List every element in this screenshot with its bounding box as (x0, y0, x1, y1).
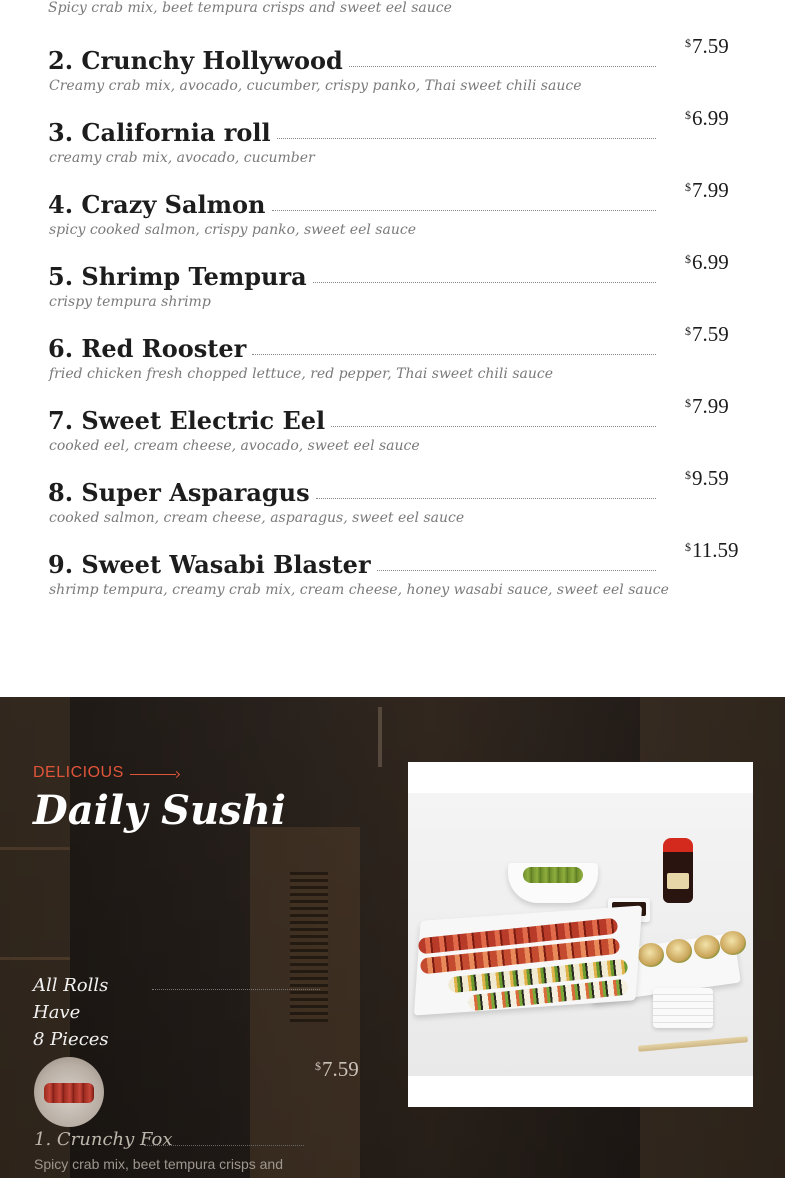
menu-item (48, 394, 729, 464)
currency-symbol: $ (685, 396, 691, 410)
background-door-louver (290, 872, 328, 1022)
menu-item-description: fried chicken fresh chopped lettuce, red pepper, Thai sweet chili sauce (49, 366, 553, 382)
currency-symbol: $ (315, 1059, 321, 1073)
dotted-leader (377, 569, 656, 571)
price-value: 6.99 (692, 106, 729, 130)
menu-item-description: Spicy crab mix, beet tempura crisps and sweet eel sauce (48, 0, 452, 16)
currency-symbol: $ (685, 180, 691, 194)
photo-backdrop (408, 793, 753, 1076)
currency-symbol: $ (685, 108, 691, 122)
dotted-leader (277, 137, 656, 139)
menu-item-name: 9. Sweet Wasabi Blaster (48, 550, 371, 579)
tempura-roll (694, 935, 720, 959)
menu-item-price (685, 250, 729, 275)
soy-sauce-bottle (663, 838, 693, 903)
menu-item-name: 6. Red Rooster (48, 334, 247, 363)
dotted-leader (152, 989, 320, 990)
sushi-platter-photo (408, 762, 753, 1107)
stacked-sauce-dishes (653, 988, 713, 1028)
menu-item (48, 538, 739, 608)
section-title: Daily Sushi (33, 787, 286, 834)
sushi-thumbnail (34, 1057, 104, 1127)
menu-item-price (685, 538, 738, 563)
menu-item-description: crispy tempura shrimp (49, 294, 211, 310)
menu-item-price (685, 394, 729, 419)
menu-item-description: spicy cooked salmon, crispy panko, sweet eel sauce (49, 222, 416, 238)
dotted-leader (316, 497, 656, 499)
rolls-note-line: 8 Pieces (33, 1029, 109, 1050)
rolls-note-line: All Rolls Have (33, 975, 109, 1023)
currency-symbol: $ (685, 468, 691, 482)
currency-symbol: $ (685, 252, 691, 266)
menu-item-description: Creamy crab mix, avocado, cucumber, crispy panko, Thai sweet chili sauce (49, 78, 582, 94)
dotted-leader (349, 65, 656, 67)
chopsticks (638, 1036, 748, 1052)
menu-item-description: cooked salmon, cream cheese, asparagus, sweet eel sauce (49, 510, 465, 526)
menu-item (48, 250, 729, 320)
menu-item (48, 466, 729, 536)
price-value: 7.59 (692, 34, 729, 58)
price-value: 9.59 (692, 466, 729, 490)
currency-symbol: $ (685, 36, 691, 50)
daily-sushi-section (0, 697, 785, 1178)
menu-item-price (685, 34, 729, 59)
menu-item (48, 106, 729, 176)
price-value: 7.59 (322, 1057, 359, 1081)
price-value: 11.59 (692, 538, 739, 562)
menu-item-name: 4. Crazy Salmon (48, 190, 266, 219)
currency-symbol: $ (685, 540, 691, 554)
menu-item-name: 8. Super Asparagus (48, 478, 310, 507)
soy-sauce-label (667, 873, 689, 889)
tempura-roll (666, 939, 692, 963)
dotted-leader (272, 209, 657, 211)
menu-item (48, 34, 729, 104)
currency-symbol: $ (685, 324, 691, 338)
background-shelf (0, 957, 70, 960)
section-kicker: DELICIOUS (33, 764, 124, 781)
menu-item (48, 322, 729, 392)
dotted-leader (144, 1145, 304, 1146)
menu-item-description: shrimp tempura, creamy crab mix, cream cheese, honey wasabi sauce, sweet eel sauce (49, 582, 669, 598)
menu-item-name: 7. Sweet Electric Eel (48, 406, 326, 435)
background-sign-divider (378, 707, 382, 767)
menu-item-name: 1. Crunchy Fox (34, 1129, 173, 1150)
dotted-leader (313, 281, 656, 283)
price-value: 7.99 (692, 394, 729, 418)
rolls-note (33, 972, 153, 1053)
menu-item-description: Spicy crab mix, beet tempura crisps and (34, 1156, 283, 1172)
menu-item-name: 2. Crunchy Hollywood (48, 46, 343, 75)
kicker-arrow-icon (130, 774, 176, 775)
tempura-roll (638, 943, 664, 967)
dotted-leader (252, 353, 656, 355)
menu-item-description: creamy crab mix, avocado, cucumber (49, 150, 315, 166)
price-value: 6.99 (692, 250, 729, 274)
edamame (523, 867, 583, 883)
sushi-roll-graphic (44, 1083, 94, 1103)
menu-item-name: 5. Shrimp Tempura (48, 262, 307, 291)
background-shelf (0, 847, 70, 850)
menu-item-name: 3. California roll (48, 118, 271, 147)
menu-item-price (685, 178, 729, 203)
menu-item-description: cooked eel, cream cheese, avocado, sweet eel sauce (49, 438, 420, 454)
menu-item-price (685, 466, 729, 491)
price-value: 7.59 (692, 322, 729, 346)
menu-item-price (315, 1057, 359, 1082)
tempura-roll (720, 931, 746, 955)
dotted-leader (331, 425, 656, 427)
price-value: 7.99 (692, 178, 729, 202)
menu-item (48, 178, 729, 248)
menu-item-price (685, 322, 729, 347)
menu-item-price (685, 106, 729, 131)
